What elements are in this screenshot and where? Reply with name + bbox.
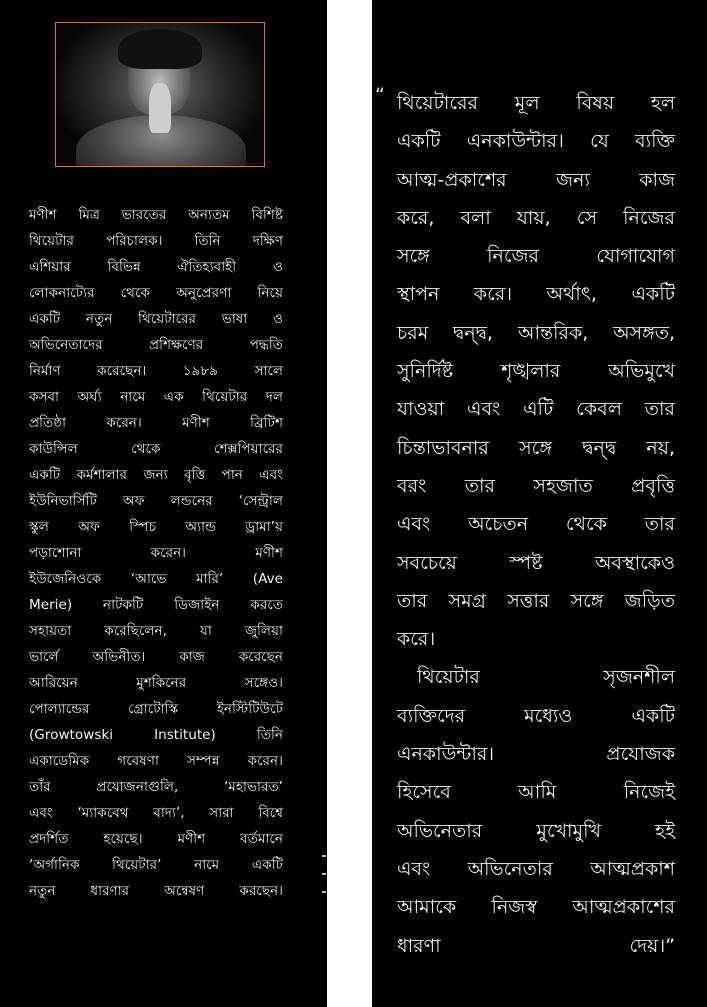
- bio-line: পড়াশোনা করেন। মণীশ: [29, 545, 283, 561]
- bio-line: একটি কর্মশালার জন্য বৃত্তি পান এবং: [29, 467, 283, 483]
- quote-line: চিন্তাভাবনার সঙ্গে দ্বন্দ্ব নয়,: [397, 436, 675, 459]
- quote-line: আমাকে নিজস্ব আত্মপ্রকাশের: [397, 896, 675, 919]
- quote-line: থিয়েটার সৃজনশীল: [417, 666, 675, 689]
- quote-line: এবং অভিনেতার আত্মপ্রকাশ: [397, 857, 675, 880]
- quote-line: আত্ম-প্রকাশের জন্য কাজ: [397, 168, 675, 191]
- quote-panel: [372, 0, 707, 1007]
- quote-line: স্থাপন করে। অর্থাৎ, একটি: [397, 283, 675, 306]
- quote-line: সবচেয়ে স্পষ্ট অবস্থাকেও: [397, 551, 675, 574]
- bio-line: এশিয়ার বিভিন্ন ঐতিহ্যবাহী ও: [29, 259, 283, 275]
- bio-line: ইউনিভার্সিটি অফ লন্ডনের ‘সেন্ট্রাল: [29, 493, 283, 509]
- bio-line: ইউজেনিওকে ‘আভে মারি’ (Ave: [29, 571, 283, 587]
- portrait-photo: [55, 22, 265, 167]
- bio-line: কসবা অর্ঘ্য নামে এক থিয়েটার দল: [29, 389, 283, 405]
- quote-line: এনকাউন্টার। প্রযোজক: [397, 743, 675, 766]
- quote-line: করে।: [397, 628, 436, 651]
- quote-line: অভিনেতার মুখোমুখি হই: [397, 819, 675, 842]
- bio-line: পোল্যান্ডের গ্রোটোস্কি ইনস্টিটিউটে: [29, 701, 283, 717]
- quote-line: যাওয়া এবং এটি কেবল তার: [397, 398, 675, 421]
- bio-line: ‘অর্গানিক থিয়েটার’ নামে একটি: [29, 857, 283, 873]
- bio-line: Merie) নাটকটি ডিজাইন করতে: [29, 597, 283, 613]
- open-quote-mark: “: [375, 84, 385, 106]
- bio-line: তাঁর প্রযোজনাগুলি, ‘মহাভারত’: [29, 779, 283, 795]
- quote-line: সুনির্দিষ্ট শৃঙ্খলার অভিমুখে: [397, 360, 675, 383]
- quote-line: তার সমগ্র সত্তার সঙ্গে জড়িত: [397, 589, 675, 612]
- bio-line: অভিনেতাদের প্রশিক্ষণের পদ্ধতি: [29, 337, 283, 353]
- bio-line: আরিয়েন মুশকিনের সঙ্গেও।: [29, 675, 283, 691]
- bio-line: নতুন ধারণার অন্বেষণ করছেন।: [29, 883, 283, 899]
- bio-line: থিয়েটার পরিচালক। তিনি দক্ষিণ: [29, 233, 283, 249]
- bio-panel: [0, 0, 327, 1007]
- quote-line: ধারণা দেয়।”: [397, 934, 675, 957]
- bio-line: এবং ‘ম্যাকবেথ বাদ্য’, সারা বিশ্বে: [29, 805, 283, 821]
- bio-line: ভার্লে অভিনীত। কাজ করেছেন: [29, 649, 283, 665]
- bio-line: প্রতিষ্ঠা করেন। মণীশ ব্রিটিশ: [29, 415, 283, 431]
- bio-line: (Growtowski Institute) তিনি: [29, 727, 283, 743]
- quote-line: হিসেবে আমি নিজেই: [397, 781, 675, 804]
- bio-line: নির্মাণ করেছেন। ১৯৮৯ সালে: [29, 363, 283, 379]
- quote-line: চরম দ্বন্দ্ব, আন্তরিক, অসঙ্গত,: [397, 321, 675, 344]
- bio-line: লোকনাট্যের থেকে অনুপ্রেরণা নিয়ে: [29, 285, 283, 301]
- bio-line: স্কুল অফ স্পিচ অ্যান্ড ড্রামা’য়: [29, 519, 283, 535]
- edge-marks: [322, 855, 326, 925]
- bio-line: প্রদর্শিত হয়েছে। মণীশ বর্তমানে: [29, 831, 283, 847]
- bio-line: মণীশ মিত্র ভারতের অন্যতম বিশিষ্ট: [29, 207, 283, 223]
- quote-line: থিয়েটারের মূল বিষয় হল: [397, 92, 675, 114]
- quote-line: করে, বলা যায়, সে নিজের: [397, 206, 675, 229]
- quote-line: এবং অচেতন থেকে তার: [397, 513, 675, 536]
- bio-line: একটি নতুন থিয়েটারের ভাষা ও: [29, 311, 283, 327]
- quote-line: বরং তার সহজাত প্রবৃত্তি: [397, 474, 675, 497]
- bio-line: সহায়তা করেছিলেন, যা জুলিয়া: [29, 623, 283, 639]
- quote-line: ব্যক্তিদের মধ্যেও একটি: [397, 704, 675, 727]
- quote-line: সঙ্গে নিজের যোগাযোগ: [397, 245, 675, 268]
- quote-line: একটি এনকাউন্টার। যে ব্যক্তি: [397, 130, 675, 153]
- bio-text: [29, 202, 283, 904]
- quote-text: [375, 84, 675, 965]
- bio-line: কাউন্সিল থেকে শেক্সপিয়ারের: [29, 441, 283, 457]
- bio-line: একাডেমিক গবেষণা সম্পন্ন করেন।: [29, 753, 283, 769]
